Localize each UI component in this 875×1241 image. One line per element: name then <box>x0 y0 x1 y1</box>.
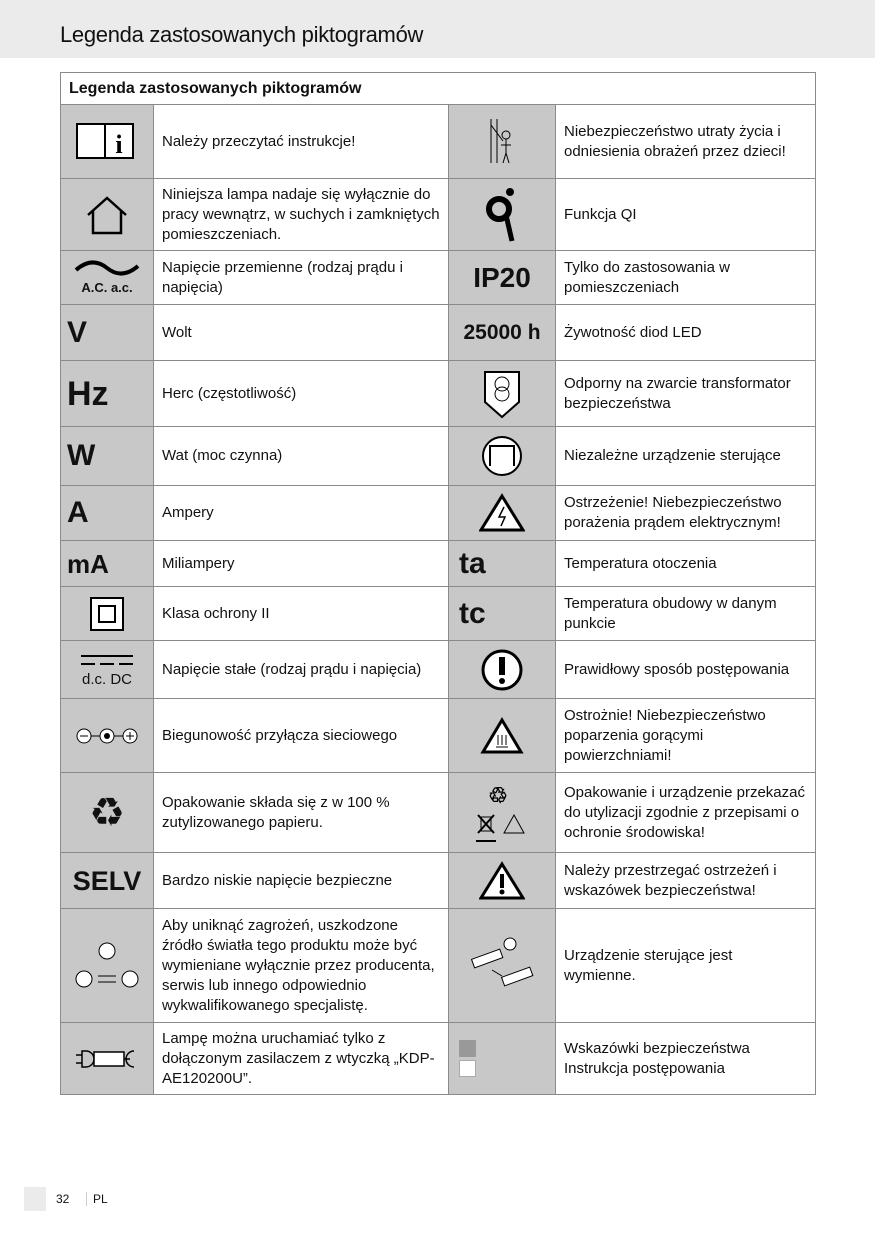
electric-warning-icon <box>449 486 556 541</box>
legend-text: Bardzo niskie napięcie bezpieczne <box>154 853 449 909</box>
legend-text: Biegunowość przyłącza sieciowego <box>154 699 449 773</box>
led-lifetime-label: 25000 h <box>449 305 556 361</box>
legend-text: Niebezpieczeństwo utraty życia i odniesienia obrażeń przez dzieci! <box>556 105 816 179</box>
legend-text: Ampery <box>154 486 449 541</box>
warning-icon <box>449 853 556 909</box>
ip20-label: IP20 <box>449 251 556 305</box>
legend-text: Należy przestrzegać ostrzeżeń i wskazówek bezpieczeństwa! <box>556 853 816 909</box>
legend-text: Żywotność diod LED <box>556 305 816 361</box>
footer-marker <box>24 1187 46 1211</box>
legend-text: Odporny na zwarcie transformator bezpieczeństwa <box>556 361 816 427</box>
legend-text: Funkcja QI <box>556 179 816 251</box>
legend-text: Lampę można uruchamiać tylko z dołączonym zasilaczem z wtyczką „KDP-AE120200U”. <box>154 1023 449 1095</box>
legend-squares-icon <box>449 1023 556 1095</box>
case-temp-label: tc <box>449 587 556 641</box>
legend-text: Napięcie przemienne (rodzaj prądu i napięcia) <box>154 251 449 305</box>
polarity-icon <box>61 699 154 773</box>
hertz-label: Hz <box>61 361 154 427</box>
legend-text: Klasa ochrony II <box>154 587 449 641</box>
independent-control-icon <box>449 427 556 486</box>
header-band <box>0 0 875 58</box>
milliampere-label: mA <box>61 541 154 587</box>
qi-icon <box>449 179 556 251</box>
plug-adapter-icon <box>61 1023 154 1095</box>
book-info-icon <box>61 105 154 179</box>
exclamation-circle-icon <box>449 641 556 699</box>
selv-label: SELV <box>61 853 154 909</box>
recycle-icon: ♻ <box>61 773 154 853</box>
legend-text: Urządzenie sterujące jest wymienne. <box>556 909 816 1023</box>
legend-text: Wolt <box>154 305 449 361</box>
table-title: Legenda zastosowanych piktogramów <box>61 73 816 105</box>
legend-text: Opakowanie i urządzenie przekazać do utylizacji zgodnie z przepisami o ochronie środowiska! <box>556 773 816 853</box>
legend-text: Opakowanie składa się z w 100 % zutylizowanego papieru. <box>154 773 449 853</box>
svg-text:i: i <box>115 129 123 159</box>
legend-text: Aby uniknąć zagrożeń, uszkodzone źródło światła tego produktu może być wymieniane wyłącznie przez producenta, serwis lub innego odpowiednio wykwalifikowanego specjalistę. <box>154 909 449 1023</box>
safety-transformer-icon <box>449 361 556 427</box>
svg-text:♲: ♲ <box>488 782 508 808</box>
ambient-temp-label: ta <box>449 541 556 587</box>
legend-text: Niezależne urządzenie sterujące <box>556 427 816 486</box>
legend-text: Ostrzeżenie! Niebezpieczeństwo porażenia prądem elektrycznym! <box>556 486 816 541</box>
language-code: PL <box>86 1192 108 1206</box>
legend-text: Prawidłowy sposób postępowania <box>556 641 816 699</box>
legend-text: Temperatura obudowy w danym punkcie <box>556 587 816 641</box>
legend-text: Temperatura otoczenia <box>556 541 816 587</box>
disposal-icon <box>449 773 556 853</box>
page-title: Legenda zastosowanych piktogramów <box>60 22 424 47</box>
legend-text: Wskazówki bezpieczeństwa Instrukcja postępowania <box>556 1023 816 1095</box>
led-replace-icon <box>61 909 154 1023</box>
legend-text: Należy przeczytać instrukcje! <box>154 105 449 179</box>
legend-text: Tylko do zastosowania w pomieszczeniach <box>556 251 816 305</box>
volt-label: V <box>61 305 154 361</box>
class-ii-icon <box>61 587 154 641</box>
legend-text: Niniejsza lampa nadaje się wyłącznie do pracy wewnątrz, w suchych i zamkniętych pomieszczeniach. <box>154 179 449 251</box>
legend-text: Napięcie stałe (rodzaj prądu i napięcia) <box>154 641 449 699</box>
watt-label: W <box>61 427 154 486</box>
ac-icon: A.C. a.c. <box>61 251 154 305</box>
dc-icon: d.c. DC <box>61 641 154 699</box>
legend-text: Ostrożnie! Niebezpieczeństwo poparzenia gorącymi powierzchniami! <box>556 699 816 773</box>
ampere-label: A <box>61 486 154 541</box>
legend-text: Herc (częstotliwość) <box>154 361 449 427</box>
pictogram-legend-table <box>60 72 816 1095</box>
child-danger-icon <box>449 105 556 179</box>
page-number: 32 <box>56 1192 70 1206</box>
legend-text: Wat (moc czynna) <box>154 427 449 486</box>
legend-text: Miliampery <box>154 541 449 587</box>
house-icon <box>61 179 154 251</box>
replaceable-control-icon <box>449 909 556 1023</box>
hot-surface-icon <box>449 699 556 773</box>
